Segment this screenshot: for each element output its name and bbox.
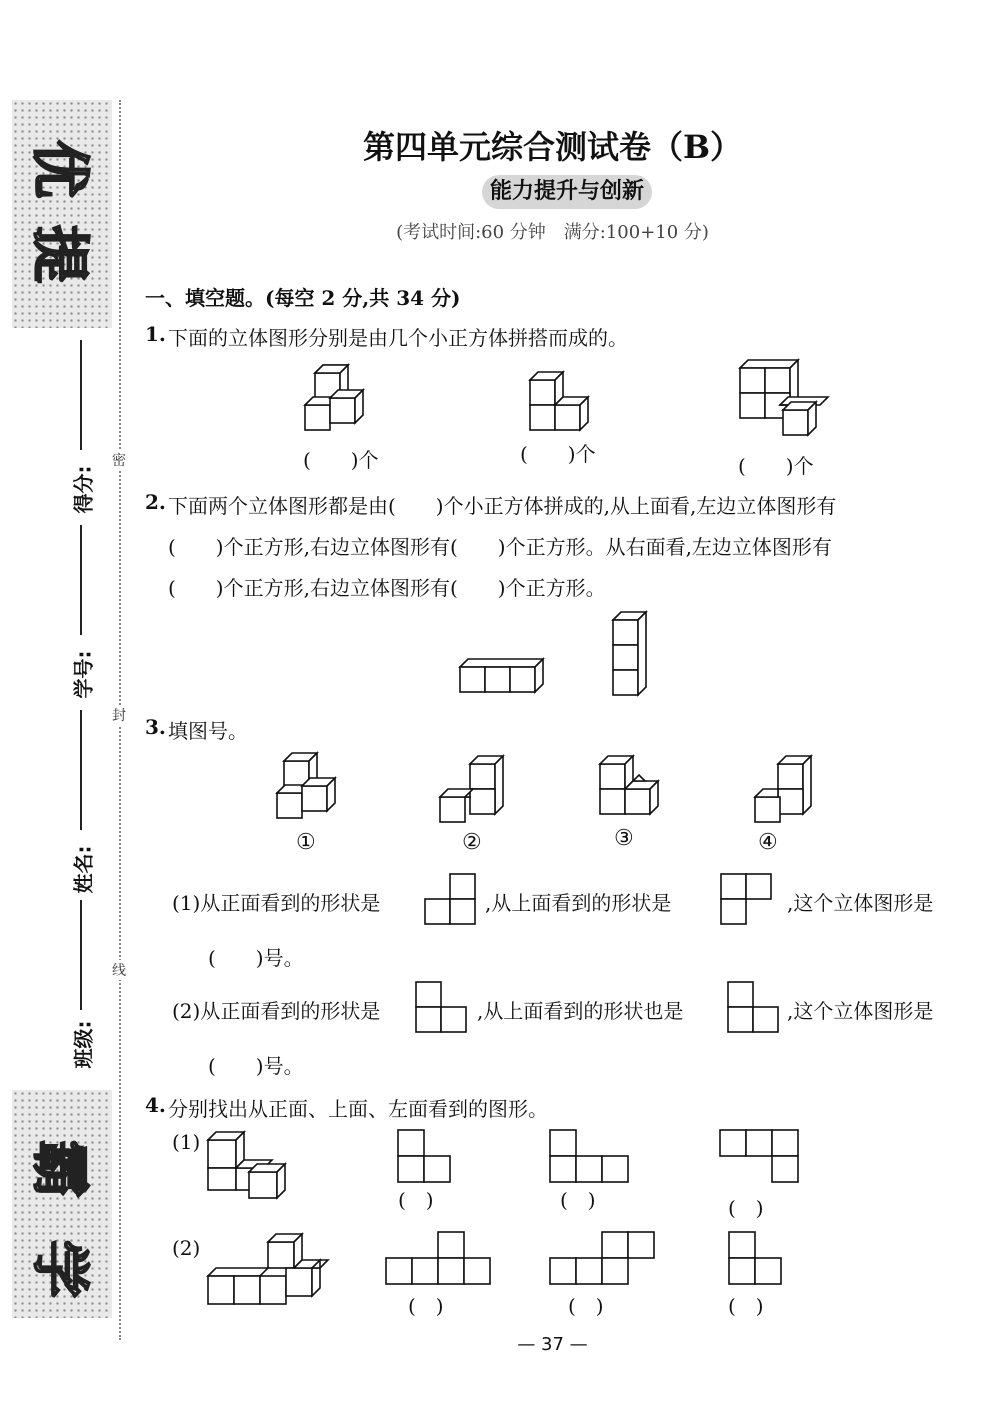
q3-part2-text-b: ,从上面看到的形状也是 <box>477 999 684 1023</box>
q3-part1-front-view <box>424 872 478 926</box>
q3-part1-top-view <box>720 872 774 926</box>
q1-answer-2[interactable]: ( )个 <box>520 442 596 466</box>
q3-part2-front-view <box>415 980 469 1034</box>
name-label: 姓名: <box>71 845 96 894</box>
q1-figure-3 <box>735 355 835 445</box>
q2-line-1: 下面两个立体图形都是由( )个小正方体拼成的,从上面看,左边立体图形有 <box>168 494 837 518</box>
q4-sub2-answer-a[interactable]: ( ) <box>408 1294 444 1318</box>
q3-text: 填图号。 <box>168 719 248 743</box>
sidebar-char-bottom-2: 霸 <box>26 1139 94 1198</box>
q3-label-2: ② <box>462 830 482 855</box>
score-line <box>80 340 82 450</box>
q1-number: 1. <box>145 322 166 346</box>
q2-number: 2. <box>145 490 166 514</box>
q3-part1-text-b: ,从上面看到的形状是 <box>485 891 672 915</box>
q1-answer-1[interactable]: ( )个 <box>303 448 379 472</box>
seal-mark-2: 封 <box>112 705 126 725</box>
q3-part2-text-a: (2)从正面看到的形状是 <box>172 999 381 1023</box>
name-line <box>80 710 82 830</box>
sidebar-char-bottom-1: 学 <box>26 1239 94 1298</box>
q4-sub2-solid <box>203 1230 333 1310</box>
q4-sub2-view-c <box>727 1230 785 1288</box>
q4-sub1-answer-a[interactable]: ( ) <box>398 1188 434 1212</box>
q3-figure-1 <box>272 748 352 828</box>
page-subtitle: 能力提升与创新 <box>482 175 652 209</box>
q2-line-3: ( )个正方形,右边立体图形有( )个正方形。 <box>168 576 606 600</box>
q3-number: 3. <box>145 715 166 739</box>
q4-sub1-label: (1) <box>172 1130 201 1154</box>
exam-info: (考试时间:60 分钟 满分:100+10 分) <box>396 222 709 243</box>
q3-figure-3 <box>595 752 675 827</box>
score-label: 得分: <box>71 465 96 514</box>
q4-sub1-answer-b[interactable]: ( ) <box>560 1188 596 1212</box>
class-line <box>80 900 82 1010</box>
q4-sub1-view-b <box>548 1128 632 1186</box>
q1-text: 下面的立体图形分别是由几个小正方体拼搭而成的。 <box>168 326 628 350</box>
q3-part2-answer[interactable]: ( )号。 <box>208 1054 304 1078</box>
page-number: — 37 — <box>517 1334 588 1355</box>
q3-label-4: ④ <box>758 830 778 855</box>
q3-part1-text-c: ,这个立体图形是 <box>787 891 934 915</box>
q4-sub2-view-a <box>384 1230 496 1288</box>
q4-text: 分别找出从正面、上面、左面看到的图形。 <box>168 1097 548 1121</box>
q2-figure-left <box>455 655 555 700</box>
q3-label-1: ① <box>296 830 316 855</box>
student-id-label: 学号: <box>71 650 96 699</box>
q4-sub2-answer-c[interactable]: ( ) <box>728 1294 764 1318</box>
q3-figure-2 <box>435 752 515 832</box>
q3-part2-top-view <box>727 980 781 1034</box>
q2-figure-right <box>608 608 653 703</box>
q1-answer-3[interactable]: ( )个 <box>738 454 814 478</box>
q3-part1-text-a: (1)从正面看到的形状是 <box>172 891 381 915</box>
q3-figure-4 <box>750 752 830 832</box>
q2-line-2: ( )个正方形,右边立体图形有( )个正方形。从右面看,左边立体图形有 <box>168 535 832 559</box>
page-title: 第四单元综合测试卷（B） <box>362 128 743 166</box>
q4-sub1-view-a <box>396 1128 454 1186</box>
q4-sub1-answer-c[interactable]: ( ) <box>728 1196 764 1220</box>
q1-figure-2 <box>525 370 615 440</box>
q4-sub1-solid <box>203 1128 303 1203</box>
q4-sub2-view-b <box>548 1230 660 1288</box>
class-label: 班级: <box>71 1020 96 1069</box>
student-id-line <box>80 525 82 635</box>
seal-mark-1: 密 <box>112 450 126 470</box>
seal-mark-3: 线 <box>112 960 126 980</box>
sidebar-char-top-1: 提 <box>26 224 94 283</box>
q4-sub1-view-c <box>718 1128 802 1186</box>
q4-sub2-label: (2) <box>172 1236 201 1260</box>
q3-part2-text-c: ,这个立体图形是 <box>787 999 934 1023</box>
q4-number: 4. <box>145 1093 166 1117</box>
q1-figure-1 <box>300 360 380 440</box>
section-heading: 一、填空题。(每空 2 分,共 34 分) <box>145 286 461 310</box>
sidebar-char-top-2: 优 <box>26 139 94 198</box>
q4-sub2-answer-b[interactable]: ( ) <box>568 1294 604 1318</box>
q3-label-3: ③ <box>614 826 634 851</box>
q3-part1-answer[interactable]: ( )号。 <box>208 946 304 970</box>
